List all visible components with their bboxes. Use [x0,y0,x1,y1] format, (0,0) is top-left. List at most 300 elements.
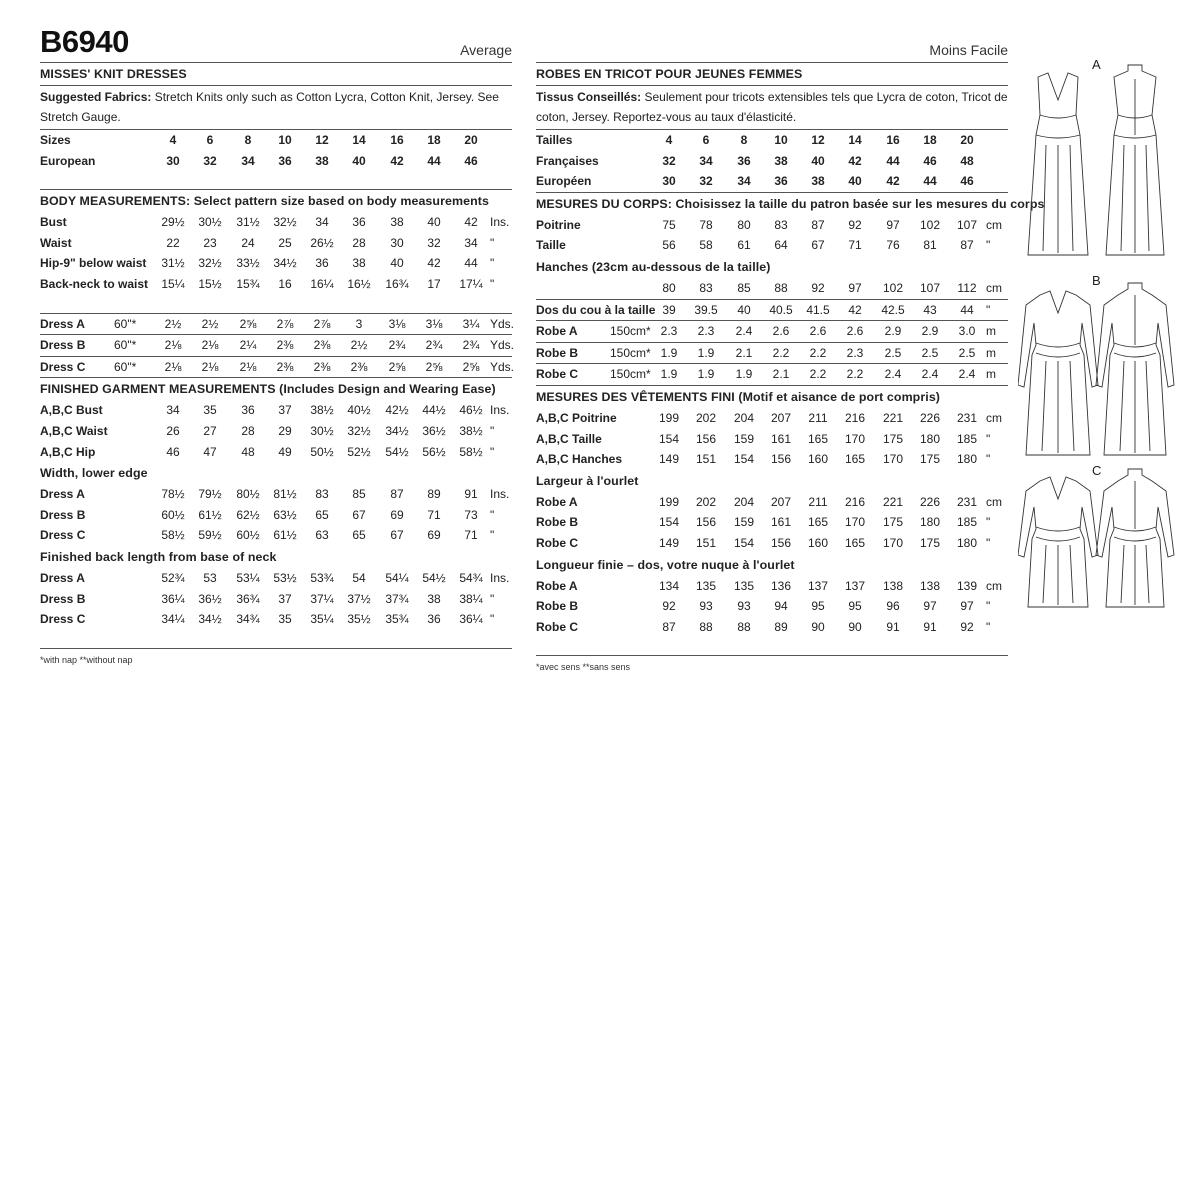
table-cell: 156 [770,535,792,550]
table-cell: 48 [960,153,974,168]
unit-label: " [986,599,991,614]
table-row [536,449,1008,470]
table-cell: 2.1 [735,345,753,360]
table-cell: 71 [464,528,478,543]
table-cell: 39 [662,302,676,317]
unit-label: Ins. [490,215,510,230]
table-cell: 62½ [236,507,260,522]
table-cell: 159 [733,431,755,446]
table-row [536,300,1008,322]
row-label: Robe B [536,345,578,360]
table-cell: 38 [315,153,329,168]
table-cell: 36¼ [161,591,185,606]
table-cell: 46 [960,174,974,189]
table-cell: 54¼ [385,570,409,585]
table-cell: 56 [662,238,676,253]
table-cell: 2.2 [809,345,827,360]
table-cell: 2⅝ [388,359,406,374]
table-cell: 30½ [198,215,222,230]
width-rows-fr [536,492,1008,554]
table-cell: 49 [278,444,292,459]
table-cell: 81 [923,238,937,253]
fabrics-en: Suggested Fabrics: Stretch Knits only such as Cotton Lycra, Cotton Knit, Jersey. See Stretch Gauge. [40,90,499,124]
table-cell: 38 [811,174,825,189]
table-cell: 46 [464,153,478,168]
table-cell: 16 [278,276,292,291]
row-label: Poitrine [536,217,581,232]
dress-c-front [1018,477,1098,607]
table-cell: 75 [662,217,676,232]
row-label: Bust [40,215,67,230]
table-cell: 2¼ [239,338,257,353]
table-row [536,596,1008,617]
table-cell: 34½ [273,256,297,271]
table-cell: 40 [427,215,441,230]
table-cell: 32 [203,153,217,168]
table-cell: 16¼ [310,276,334,291]
table-cell: 78½ [161,487,185,502]
table-cell: 38 [352,256,366,271]
table-cell: 161 [770,515,792,530]
table-cell: 36 [241,403,255,418]
table-row [40,357,515,379]
table-cell: 36½ [198,591,222,606]
table-cell: 2.5 [958,345,976,360]
table-cell: 2⅛ [201,338,219,353]
table-cell: 35 [203,403,217,418]
row-label: A,B,C Bust [40,403,103,418]
table-cell: 2¾ [425,338,443,353]
table-cell: 2.4 [921,367,939,382]
row-label: Robe A [536,494,578,509]
unit-label: " [490,276,495,291]
header-en [40,0,512,62]
body-header-fr: MESURES DU CORPS: Choisissez la taille du patron basée sur les mesures du corps [536,196,1045,211]
table-cell: 83 [699,280,713,295]
table-cell: 4 [665,133,673,147]
table-cell: 165 [807,431,829,446]
table-cell: 15¾ [236,276,260,291]
table-cell: 47 [203,444,217,459]
table-cell: 28 [241,423,255,438]
row-label: A,B,C Hip [40,444,96,459]
table-cell: 46 [166,444,180,459]
table-cell: 59½ [198,528,222,543]
table-cell: 34 [699,153,713,168]
table-row [40,151,512,172]
table-cell: 91 [923,619,937,634]
table-cell: 30 [166,153,180,168]
table-cell: 35 [278,612,292,627]
table-cell: 67 [390,528,404,543]
table-cell: 34¼ [161,612,185,627]
table-cell: 139 [956,578,978,593]
english-column [40,0,515,665]
table-cell: 71 [427,507,441,522]
table-cell: 4 [169,133,177,147]
table-cell: 44 [464,256,478,271]
table-cell: 2.2 [846,367,864,382]
table-cell: 78 [699,217,713,232]
table-cell: 32 [427,235,441,250]
unit-label: " [986,431,991,446]
dress-a-front [1028,73,1088,255]
table-cell: 165 [807,515,829,530]
table-row [536,492,1008,513]
table-cell: 79½ [198,487,222,502]
row-label: Européen [536,174,592,189]
dress-c-back [1096,469,1174,607]
table-cell: 88 [699,619,713,634]
table-row [536,408,1008,429]
french-column [536,0,1045,673]
table-cell: 29½ [161,215,185,230]
table-cell: 180 [919,515,941,530]
table-cell: 37¼ [310,591,334,606]
table-cell: 38 [774,153,788,168]
difficulty-en: Average [460,42,512,58]
table-cell: 204 [733,494,755,509]
table-cell: 6 [206,133,214,147]
table-cell: 134 [658,578,680,593]
fabric-width: 150cm* [610,367,651,382]
table-row [40,589,512,610]
table-row [536,512,1008,533]
unit-label: Ins. [490,570,510,585]
row-label: Françaises [536,153,599,168]
table-cell: 216 [844,494,866,509]
row-label: Dress A [40,316,85,331]
unit-label: Ins. [490,487,510,502]
table-cell: 40 [352,153,366,168]
table-cell: 53 [203,570,217,585]
table-cell: 40 [390,256,404,271]
view-label-c: C [1092,463,1102,478]
table-cell: 154 [733,535,755,550]
footnote-en: *with nap **without nap [40,654,133,665]
table-cell: 38 [390,215,404,230]
table-cell: 53¼ [236,570,260,585]
table-cell: 93 [737,599,751,614]
table-cell: 199 [658,494,680,509]
table-row [40,212,512,233]
table-cell: 85 [737,280,751,295]
table-cell: 170 [882,535,904,550]
table-cell: 12 [811,133,825,147]
table-cell: 18 [923,133,937,147]
sizes-block-fr [536,130,1008,192]
unit-label: " [986,619,991,634]
hips-label-fr: Hanches (23cm au-dessous de la taille) [536,259,771,274]
unit-label: Ins. [490,403,510,418]
table-cell: 8 [244,133,252,147]
table-cell: 204 [733,410,755,425]
table-cell: 2.4 [735,324,753,339]
table-cell: 170 [844,431,866,446]
dress-b-back [1096,283,1174,455]
table-cell: 88 [774,280,788,295]
table-cell: 90 [848,619,862,634]
row-label: Dress B [40,338,86,353]
table-cell: 2.6 [809,324,827,339]
table-cell: 43 [923,302,937,317]
row-label: Dress A [40,570,85,585]
length-rows-fr [536,576,1008,638]
table-cell: 10 [774,133,788,147]
table-cell: 37¾ [385,591,409,606]
table-cell: 12 [315,133,329,147]
width-header-en: Width, lower edge [40,466,148,481]
table-cell: 136 [770,578,792,593]
table-cell: 2⅛ [164,338,182,353]
row-label: Robe A [536,578,578,593]
table-cell: 135 [695,578,717,593]
table-cell: 95 [848,599,862,614]
table-cell: 138 [919,578,941,593]
table-row [40,400,512,421]
table-cell: 44 [886,153,900,168]
table-cell: 2.6 [846,324,864,339]
table-cell: 15¼ [161,276,185,291]
table-cell: 3 [355,316,363,331]
length-header-en: Finished back length from base of neck [40,549,277,564]
sizes-block-en [40,130,512,171]
table-cell: 36¼ [459,612,483,627]
table-cell: 50½ [310,444,334,459]
fabric-width: 60"* [114,338,137,353]
table-cell: 207 [770,410,792,425]
table-cell: 83 [774,217,788,232]
table-cell: 180 [956,535,978,550]
row-label: Sizes [40,133,71,147]
table-cell: 26 [166,423,180,438]
table-cell: 37 [278,591,292,606]
table-cell: 81½ [273,487,297,502]
yardage-rows-en [40,314,515,379]
table-cell: 2⅞ [313,316,331,331]
table-cell: 2⅞ [276,316,294,331]
unit-label: " [986,302,991,317]
table-cell: 96 [886,599,900,614]
unit-label: " [490,591,495,606]
table-cell: 154 [658,431,680,446]
table-row [40,421,512,442]
table-cell: 31½ [161,256,185,271]
table-row [40,130,512,151]
table-cell: 2⅝ [462,359,480,374]
table-cell: 38½ [310,403,334,418]
row-label: Dress B [40,507,86,522]
table-cell: 64 [774,238,788,253]
table-cell: 3.0 [958,324,976,339]
table-cell: 27 [203,423,217,438]
table-cell: 88 [737,619,751,634]
table-cell: 175 [919,452,941,467]
table-cell: 2⅜ [350,359,368,374]
table-cell: 97 [886,217,900,232]
table-cell: 112 [957,280,977,295]
table-cell: 2¾ [462,338,480,353]
finished-header-en: FINISHED GARMENT MEASUREMENTS (Includes Design and Wearing Ease) [40,382,496,397]
neck-row-fr [536,300,1008,322]
view-label-b: B [1092,273,1101,288]
table-cell: 36 [278,153,292,168]
row-label: Robe B [536,515,578,530]
unit-label: " [490,528,495,543]
row-label: Robe C [536,367,578,382]
table-cell: 36 [315,256,329,271]
table-cell: 16 [390,133,404,147]
finished-rows-en [40,400,512,462]
table-cell: 65 [352,528,366,543]
table-cell: 35¼ [310,612,334,627]
table-row [536,151,1008,172]
table-cell: 87 [390,487,404,502]
table-cell: 71 [848,238,862,253]
table-cell: 65 [315,507,329,522]
table-cell: 34 [464,235,478,250]
row-label: Dress C [40,528,86,543]
table-row [40,568,512,589]
table-cell: 42 [464,215,478,230]
table-row [536,215,1008,236]
table-cell: 40.5 [769,302,793,317]
table-cell: 149 [658,452,680,467]
table-cell: 1.9 [697,345,715,360]
unit-label: " [490,235,495,250]
row-label: Dress B [40,591,86,606]
fabric-width: 150cm* [610,345,651,360]
table-cell: 32 [662,153,676,168]
table-cell: 40½ [347,403,371,418]
fabrics-fr: Tissus Conseillés: Seulement pour tricots extensibles tels que Lycra de coton, Tricot de coton, Jersey. Reportez-vous au taux d'élasticité. [536,90,1008,124]
table-cell: 87 [960,238,974,253]
table-cell: 36 [427,612,441,627]
table-cell: 185 [956,515,978,530]
table-row [40,253,512,274]
unit-label: " [986,238,991,253]
table-cell: 34 [166,403,180,418]
table-cell: 61 [737,238,751,253]
title-en: MISSES' KNIT DRESSES [40,67,187,81]
row-label: A,B,C Taille [536,431,602,446]
row-label: Robe C [536,535,578,550]
table-cell: 2.9 [921,324,939,339]
table-cell: 95 [811,599,825,614]
table-cell: 22 [166,235,180,250]
table-cell: 175 [882,431,904,446]
footnote-fr: *avec sens **sans sens [536,662,631,673]
table-cell: 54¾ [459,570,483,585]
row-label: Robe C [536,619,578,634]
row-label: Robe B [536,599,578,614]
table-cell: 42½ [385,403,409,418]
table-row [40,335,515,357]
table-cell: 15½ [198,276,222,291]
table-cell: 60½ [236,528,260,543]
table-cell: 2⅜ [276,338,294,353]
table-cell: 34 [315,215,329,230]
pattern-code: B6940 [40,24,129,59]
table-row [40,484,512,505]
table-row [536,343,1008,365]
finished-header-fr: MESURES DES VÊTEMENTS FINI (Motif et aisance de port compris) [536,389,941,404]
fabric-width: 60"* [114,316,137,331]
row-label: Hip-9" below waist [40,256,147,271]
table-cell: 221 [882,410,904,425]
dress-b-front [1018,291,1098,455]
table-cell: 202 [695,494,717,509]
table-cell: 1.9 [660,345,678,360]
table-cell: 54 [352,570,366,585]
table-cell: 149 [658,535,680,550]
unit-label: cm [986,410,1002,425]
table-cell: 2⅛ [239,359,257,374]
table-cell: 36 [737,153,751,168]
table-cell: 185 [956,431,978,446]
table-cell: 80½ [236,487,260,502]
table-cell: 2.2 [809,367,827,382]
table-cell: 38½ [459,423,483,438]
table-cell: 231 [956,410,978,425]
body-rows-en [40,212,512,294]
width-rows-en [40,484,512,546]
table-cell: 30 [390,235,404,250]
table-cell: 42 [848,302,862,317]
table-cell: 42 [427,256,441,271]
table-cell: 159 [733,515,755,530]
table-cell: 80 [737,217,751,232]
table-cell: 52¾ [161,570,185,585]
row-label: Dress A [40,487,85,502]
table-cell: 40 [811,153,825,168]
table-cell: 107 [956,217,978,232]
difficulty-fr: Moins Facile [929,42,1008,58]
table-cell: 90 [811,619,825,634]
table-cell: 199 [658,410,680,425]
table-cell: 42 [886,174,900,189]
unit-label: " [986,515,991,530]
table-cell: 34½ [198,612,222,627]
table-row [536,429,1008,450]
length-rows-en [40,568,512,630]
table-cell: 58 [699,238,713,253]
table-cell: 20 [464,133,478,147]
table-cell: 1.9 [697,367,715,382]
table-cell: 67 [811,238,825,253]
table-cell: 151 [695,535,717,550]
table-cell: 2⅛ [164,359,182,374]
hips-row-fr [536,278,1008,300]
table-row [40,505,512,526]
row-label: A,B,C Poitrine [536,410,617,425]
table-cell: 97 [923,599,937,614]
table-cell: 180 [919,431,941,446]
table-cell: 2.1 [772,367,790,382]
table-cell: 154 [733,452,755,467]
table-cell: 211 [808,494,828,509]
table-cell: 2⅜ [313,338,331,353]
table-cell: 76 [886,238,900,253]
unit-label: " [490,444,495,459]
table-cell: 151 [695,452,717,467]
unit-label: " [490,612,495,627]
table-cell: 39.5 [694,302,718,317]
table-cell: 36 [774,174,788,189]
table-cell: 2.2 [772,345,790,360]
table-cell: 91 [886,619,900,634]
table-cell: 32½ [273,215,297,230]
